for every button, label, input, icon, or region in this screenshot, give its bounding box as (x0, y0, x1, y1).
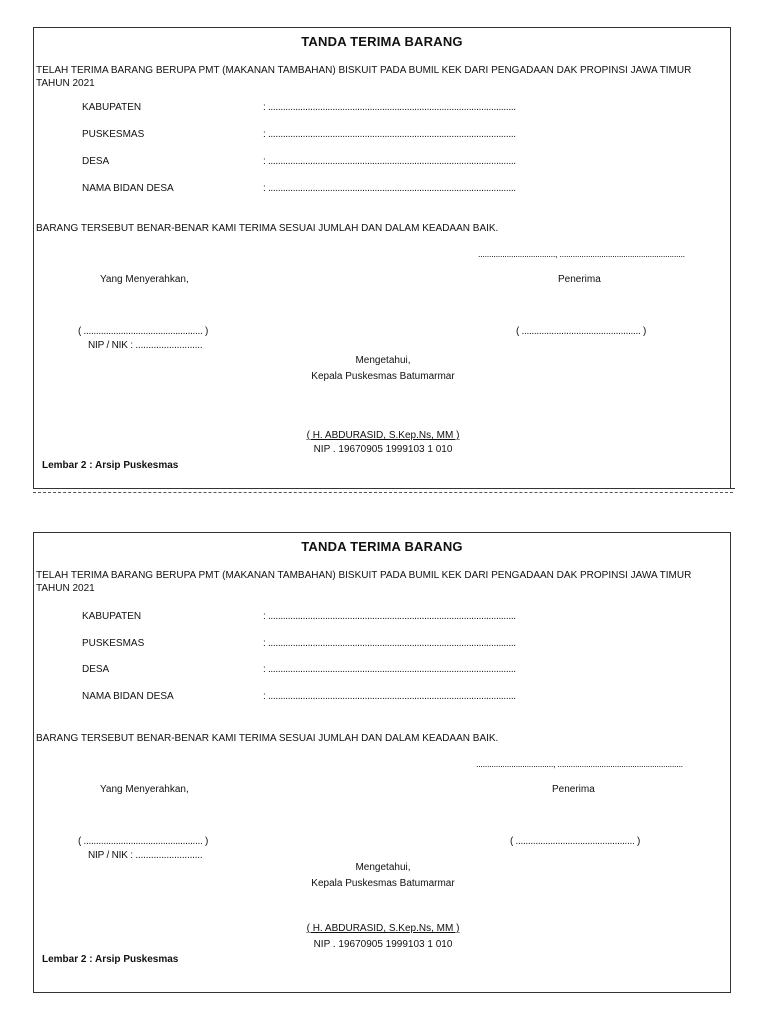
acknowledgement-block (34, 860, 732, 892)
place-date-line: ..................................., ......................................................... (476, 759, 683, 769)
field-kabupaten: : .................................................................................................... (263, 102, 516, 113)
statement-text: BARANG TERSEBUT BENAR-BENAR KAMI TERIMA SESUAI JUMLAH DAN DALAM KEADAAN BAIK. (36, 223, 499, 234)
field-puskesmas: : .................................................................................................... (263, 638, 516, 649)
field-desa: : .................................................................................................... (263, 664, 516, 675)
field-puskesmas: : .................................................................................................... (263, 129, 516, 140)
field-kabupaten: : .................................................................................................... (263, 611, 516, 622)
statement-text: BARANG TERSEBUT BENAR-BENAR KAMI TERIMA SESUAI JUMLAH DAN DALAM KEADAAN BAIK. (36, 733, 499, 744)
head-name: ( H. ABDURASID, S.Kep.Ns, MM ) (306, 430, 460, 441)
sender-title: Yang Menyerahkan, (100, 784, 189, 795)
acknowledged-label: Mengetahui, (355, 355, 411, 366)
receiver-signature-line: ( ................................................ ) (510, 836, 640, 847)
field-desa: : .................................................................................................... (263, 156, 516, 167)
head-title: Kepala Puskesmas Batumarmar (311, 371, 455, 382)
head-nip: NIP . 19670905 1999103 1 010 (313, 939, 453, 950)
receipt-form-2 (33, 532, 731, 993)
intro-text: TELAH TERIMA BARANG BERUPA PMT (MAKANAN TAMBAHAN) BISKUIT PADA BUMIL KEK DARI PENGADAAN DAK PROPINSI JAWA TIMUR TAHUN 2021 (36, 65, 692, 89)
head-name: ( H. ABDURASID, S.Kep.Ns, MM ) (306, 923, 460, 934)
sender-signature-line: ( ................................................ ) (78, 836, 208, 847)
receipt-form-1 (33, 27, 731, 489)
field-label-nama-bidan-desa: NAMA BIDAN DESA (82, 691, 174, 702)
receiver-signature-line: ( ................................................ ) (516, 326, 646, 337)
intro-text: TELAH TERIMA BARANG BERUPA PMT (MAKANAN TAMBAHAN) BISKUIT PADA BUMIL KEK DARI PENGADAAN DAK PROPINSI JAWA TIMUR TAHUN 2021 (36, 570, 692, 594)
field-label-nama-bidan-desa: NAMA BIDAN DESA (82, 183, 174, 194)
head-nip: NIP . 19670905 1999103 1 010 (313, 444, 453, 455)
sender-title: Yang Menyerahkan, (100, 274, 189, 285)
cut-line (33, 492, 733, 493)
field-nama-bidan-desa: : .................................................................................................... (263, 691, 516, 702)
sheet-label: Lembar 2 : Arsip Puskesmas (42, 460, 179, 471)
receiver-title: Penerima (552, 784, 595, 795)
form-1-bottom-edge (33, 488, 735, 489)
acknowledgement-block (34, 353, 732, 385)
sender-nip-line: NIP / NIK : .......................... (88, 850, 203, 861)
acknowledged-label: Mengetahui, (355, 862, 411, 873)
form-title: TANDA TERIMA BARANG (301, 34, 463, 49)
field-nama-bidan-desa: : .................................................................................................... (263, 183, 516, 194)
form-title: TANDA TERIMA BARANG (301, 539, 463, 554)
field-label-desa: DESA (82, 664, 110, 675)
head-title: Kepala Puskesmas Batumarmar (311, 878, 455, 889)
field-label-kabupaten: KABUPATEN (82, 611, 142, 622)
receiver-title: Penerima (558, 274, 601, 285)
field-label-desa: DESA (82, 156, 110, 167)
field-label-puskesmas: PUSKESMAS (82, 638, 145, 649)
field-label-puskesmas: PUSKESMAS (82, 129, 145, 140)
place-date-line: ..................................., ......................................................... (478, 249, 685, 259)
sheet-label: Lembar 2 : Arsip Puskesmas (42, 954, 179, 965)
sender-nip-line: NIP / NIK : .......................... (88, 340, 203, 351)
field-label-kabupaten: KABUPATEN (82, 102, 142, 113)
sender-signature-line: ( ................................................ ) (78, 326, 208, 337)
